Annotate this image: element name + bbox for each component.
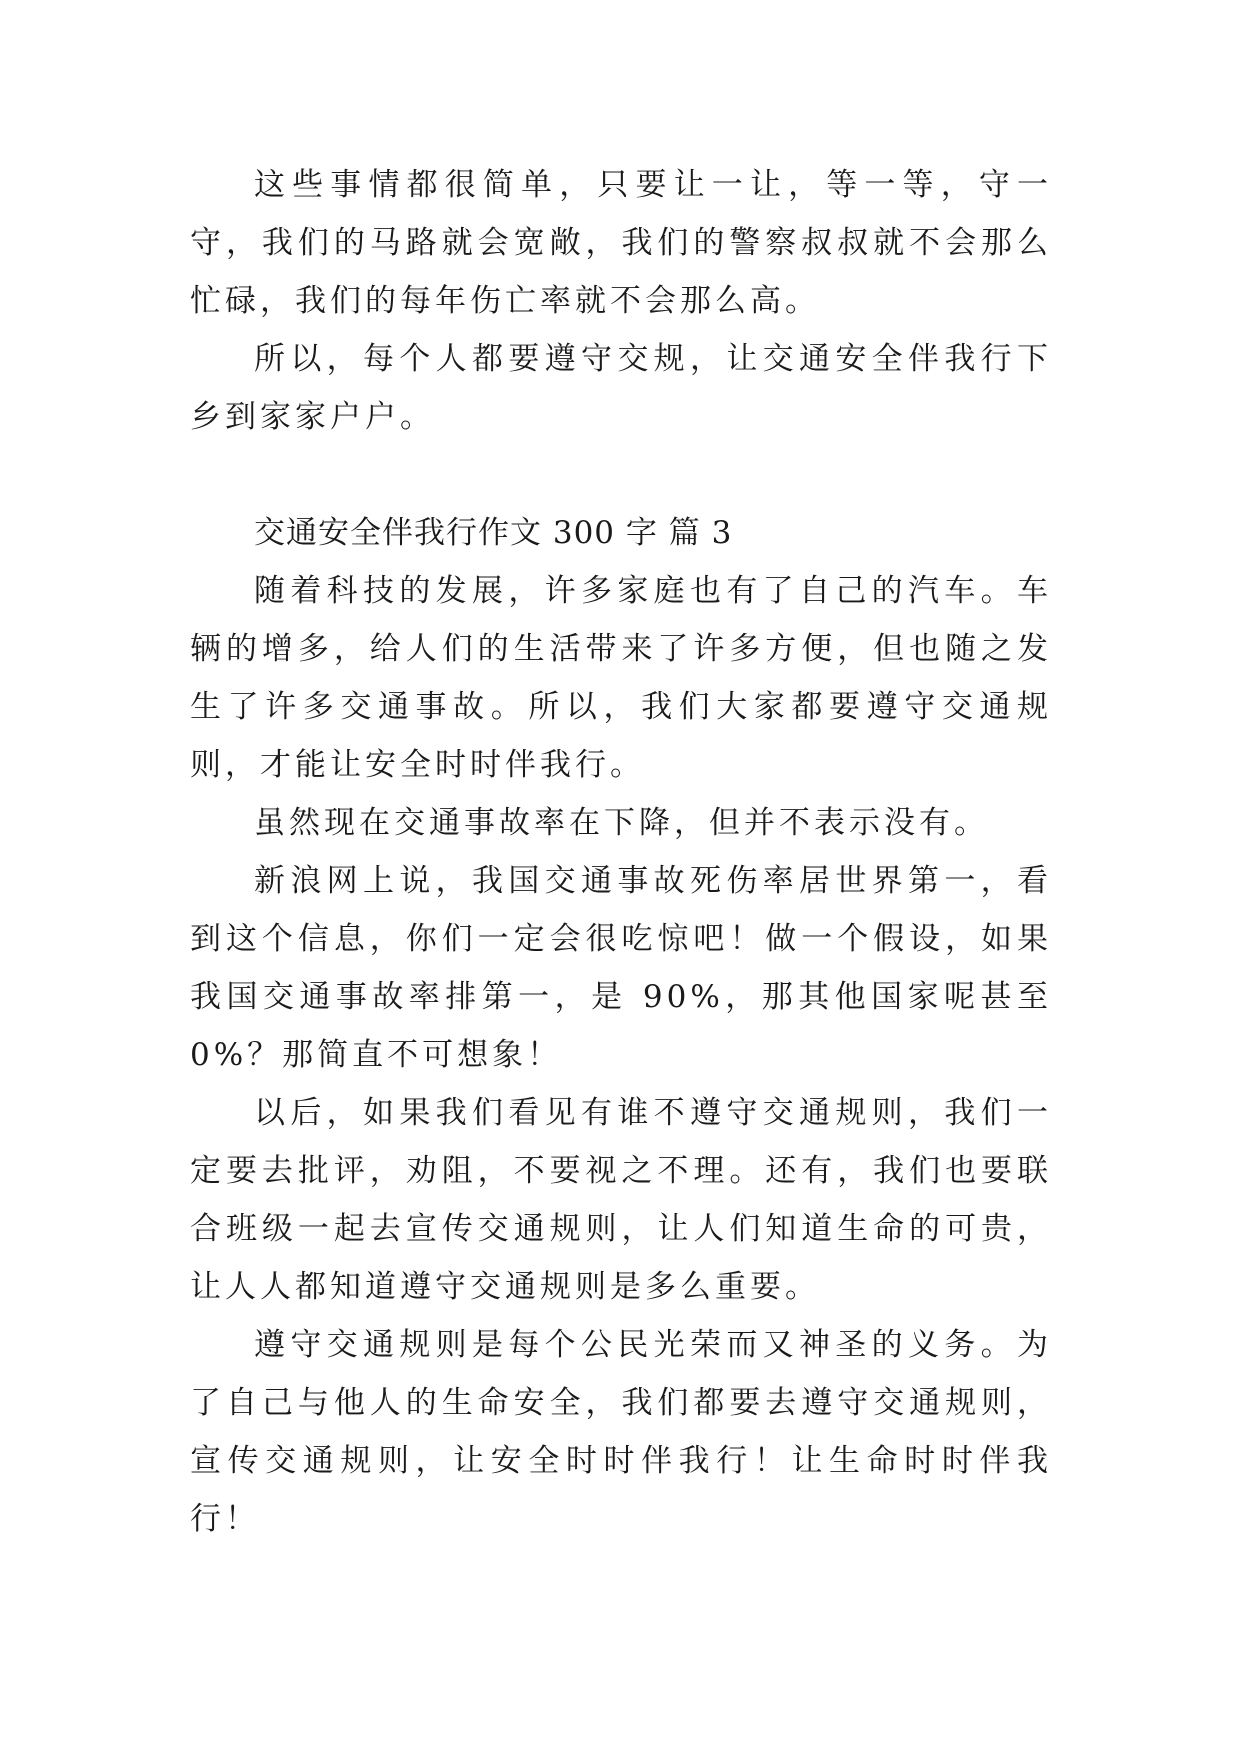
document-body	[190, 156, 1052, 1548]
paragraph: 这些事情都很简单，只要让一让，等一等，守一守，我们的马路就会宽敞，我们的警察叔叔就不会那么忙碌，我们的每年伤亡率就不会那么高。	[190, 167, 1052, 319]
section-spacer	[190, 446, 1052, 504]
paragraph: 新浪网上说，我国交通事故死伤率居世界第一，看到这个信息，你们一定会很吃惊吧！做一个假设，如果我国交通事故率排第一，是 90%，那其他国家呢甚至 0%？那简直不可想象！	[190, 863, 1052, 1073]
essay-title: 交通安全伴我行作文 300 字 篇 3	[254, 515, 733, 551]
paragraph: 所以，每个人都要遵守交规，让交通安全伴我行下乡到家家户户。	[190, 341, 1052, 435]
paragraph: 遵守交通规则是每个公民光荣而又神圣的义务。为了自己与他人的生命安全，我们都要去遵守交通规则，宣传交通规则，让安全时时伴我行！让生命时时伴我行！	[190, 1327, 1052, 1537]
paragraph: 虽然现在交通事故率在下降，但并不表示没有。	[254, 805, 989, 841]
paragraph: 随着科技的发展，许多家庭也有了自己的汽车。车辆的增多，给人们的生活带来了许多方便，但也随之发生了许多交通事故。所以，我们大家都要遵守交通规则，才能让安全时时伴我行。	[190, 573, 1052, 783]
paragraph: 以后，如果我们看见有谁不遵守交通规则，我们一定要去批评，劝阻，不要视之不理。还有，我们也要联合班级一起去宣传交通规则，让人们知道生命的可贵，让人人都知道遵守交通规则是多么重要。	[190, 1095, 1052, 1305]
